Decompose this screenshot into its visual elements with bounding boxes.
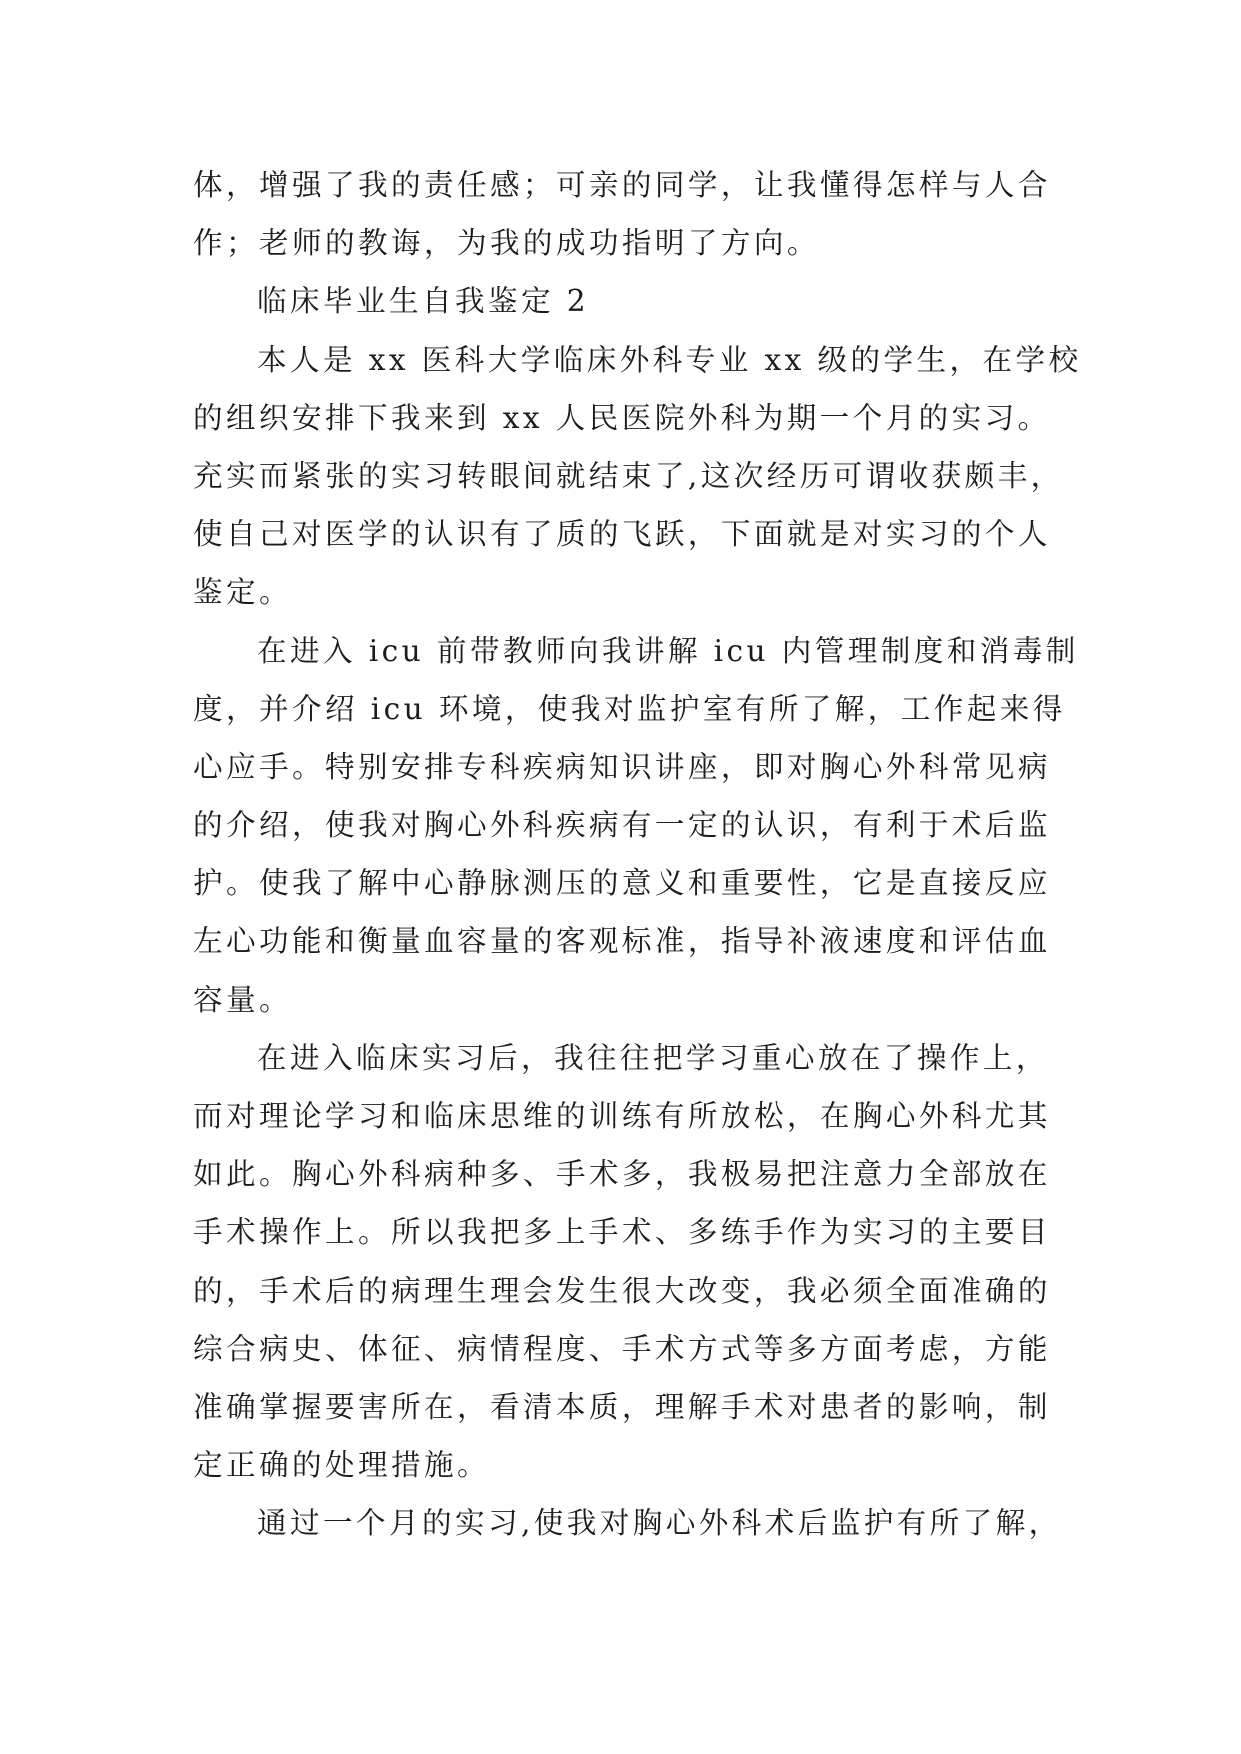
text-line: 定正确的处理措施。 [193,1448,490,1483]
text-line: 心应手。特别安排专科疾病知识讲座，即对胸心外科常见病 [193,749,1051,784]
text-line: 体，增强了我的责任感；可亲的同学，让我懂得怎样与人合 [193,168,1051,202]
text-line: 充实而紧张的实习转眼间就结束了,这次经历可谓收获颇丰， [193,458,1064,493]
text-line: 度，并介绍 icu 环境，使我对监护室有所了解，工作起来得 [193,691,1066,726]
text-line: 作；老师的教诲，为我的成功指明了方向。 [193,226,820,261]
text-line: 的组织安排下我来到 xx 人民医院外科为期一个月的实习。 [193,400,1051,435]
text-line: 通过一个月的实习,使我对胸心外科术后监护有所了解， [257,1506,1062,1541]
text-line: 而对理论学习和临床思维的训练有所放松，在胸心外科尤其 [193,1099,1051,1133]
text-line: 鉴定。 [193,575,292,610]
text-line: 容量。 [193,982,292,1017]
text-line: 如此。胸心外科病种多、手术多，我极易把注意力全部放在 [193,1157,1051,1192]
text-line: 左心功能和衡量血容量的客观标准，指导补液速度和评估血 [193,924,1051,959]
text-line: 本人是 xx 医科大学临床外科专业 xx 级的学生，在学校 [257,342,1082,377]
text-line: 在进入 icu 前带教师向我讲解 icu 内管理制度和消毒制 [257,633,1079,668]
section-heading: 临床毕业生自我鉴定 2 [257,284,589,319]
text-line: 综合病史、体征、病情程度、手术方式等多方面考虑，方能 [193,1331,1051,1366]
text-line: 使自己对医学的认识有了质的飞跃，下面就是对实习的个人 [193,517,1051,552]
text-line: 在进入临床实习后，我往往把学习重心放在了操作上， [257,1040,1049,1075]
document-body [193,156,1082,1553]
text-line: 的，手术后的病理生理会发生很大改变，我必须全面准确的 [193,1273,1051,1308]
text-line: 准确掌握要害所在，看清本质，理解手术对患者的影响，制 [193,1389,1051,1424]
text-line: 手术操作上。所以我把多上手术、多练手作为实习的主要目 [193,1215,1051,1250]
text-line: 的介绍，使我对胸心外科疾病有一定的认识，有利于术后监 [193,808,1051,843]
text-line: 护。使我了解中心静脉测压的意义和重要性，它是直接反应 [193,866,1051,901]
